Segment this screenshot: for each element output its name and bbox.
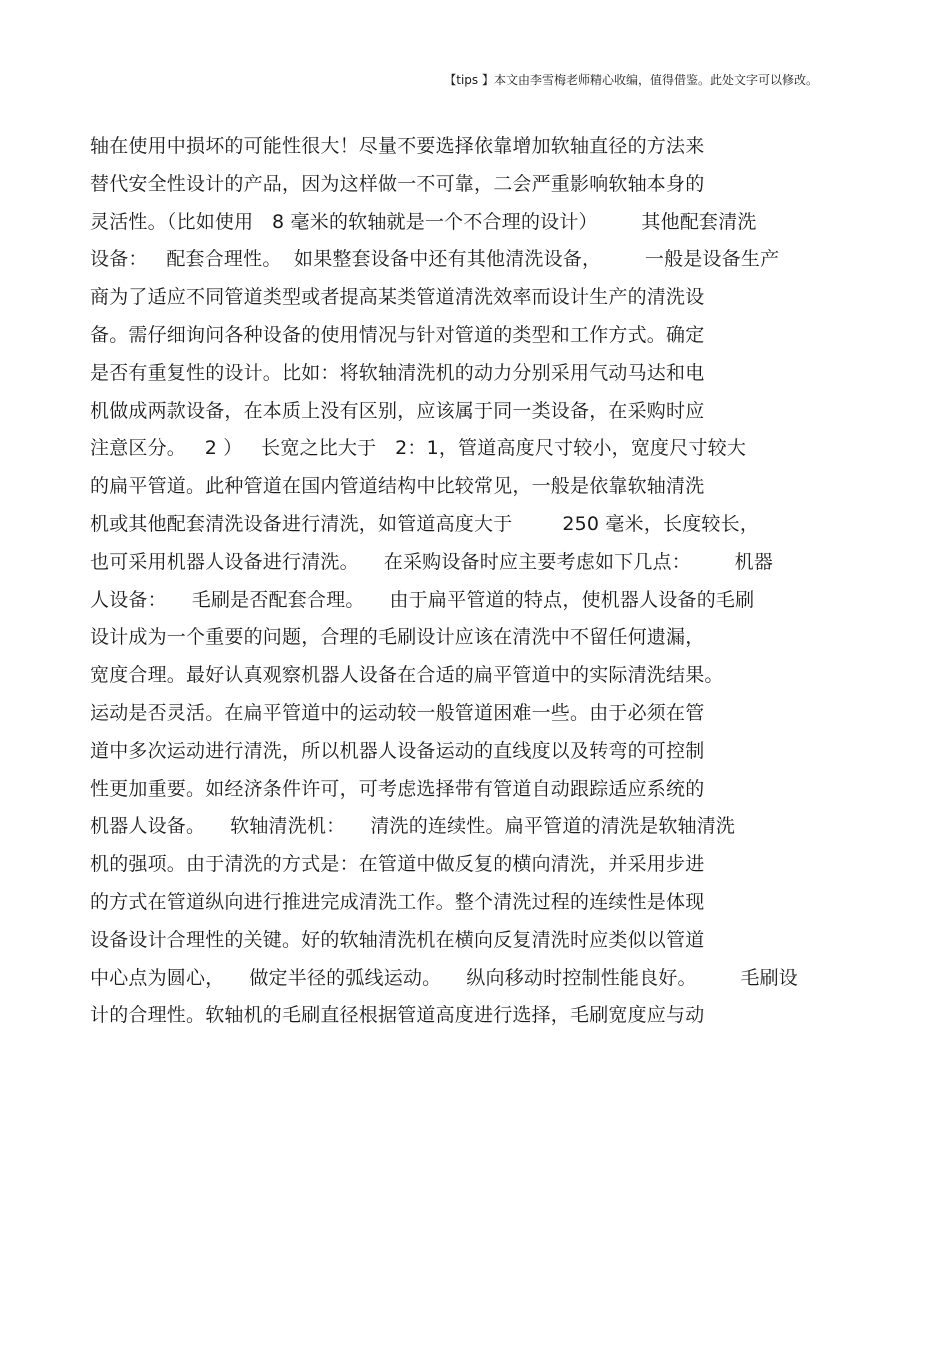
text-line: 人设备： 毛刷是否配套合理。 由于扁平管道的特点，使机器人设备的毛刷 — [90, 588, 755, 611]
text-line: 机的强项。由于清洗的方式是：在管道中做反复的横向清洗，并采用步进 — [90, 853, 705, 876]
text-line: 灵活性。（比如使用 8 毫米的软轴就是一个不合理的设计） 其他配套清洗 — [90, 210, 757, 233]
text-line: 的扁平管道。此种管道在国内管道结构中比较常见，一般是依靠软轴清洗 — [90, 475, 705, 498]
body-text — [90, 128, 870, 1035]
header-tip: 【tips 】本文由李雪梅老师精心收编，值得借鉴。此处文字可以修改。 — [444, 73, 818, 87]
text-line: 性更加重要。如经济条件许可，可考虑选择带有管道自动跟踪适应系统的 — [90, 777, 705, 800]
text-line: 注意区分。 2 ） 长宽之比大于 2：1，管道高度尺寸较小，宽度尺寸较大 — [90, 437, 747, 460]
text-line: 机做成两款设备，在本质上没有区别，应该属于同一类设备，在采购时应 — [90, 399, 705, 422]
text-line: 道中多次运动进行清洗，所以机器人设备运动的直线度以及转弯的可控制 — [90, 739, 705, 762]
text-line: 商为了适应不同管道类型或者提高某类管道清洗效率而设计生产的清洗设 — [90, 286, 705, 309]
text-line: 是否有重复性的设计。比如：将软轴清洗机的动力分别采用气动马达和电 — [90, 361, 705, 384]
text-line: 替代安全性设计的产品，因为这样做一不可靠，二会严重影响软轴本身的 — [90, 172, 705, 195]
text-line: 宽度合理。最好认真观察机器人设备在合适的扁平管道中的实际清洗结果。 — [90, 664, 724, 687]
text-line: 设计成为一个重要的问题，合理的毛刷设计应该在清洗中不留任何遗漏， — [90, 626, 705, 649]
text-line: 设备： 配套合理性。 如果整套设备中还有其他清洗设备， 一般是设备生产 — [90, 248, 780, 271]
text-line: 备。需仔细询问各种设备的使用情况与针对管道的类型和工作方式。确定 — [90, 323, 705, 346]
text-line: 中心点为圆心， 做定半径的弧线运动。 纵向移动时控制性能良好。 毛刷设 — [90, 966, 798, 989]
text-line: 机或其他配套清洗设备进行清洗，如管道高度大于 250 毫米，长度较长， — [90, 512, 760, 535]
text-line: 机器人设备。 软轴清洗机： 清洗的连续性。扁平管道的清洗是软轴清洗 — [90, 815, 736, 838]
text-line: 的方式在管道纵向进行推进完成清洗工作。整个清洗过程的连续性是体现 — [90, 890, 705, 913]
text-line: 运动是否灵活。在扁平管道中的运动较一般管道困难一些。由于必须在管 — [90, 701, 705, 724]
text-line: 设备设计合理性的关键。好的软轴清洗机在横向反复清洗时应类似以管道 — [90, 928, 705, 951]
text-line: 计的合理性。软轴机的毛刷直径根据管道高度进行选择，毛刷宽度应与动 — [90, 1004, 705, 1027]
text-line: 也可采用机器人设备进行清洗。 在采购设备时应主要考虑如下几点： 机器 — [90, 550, 774, 573]
text-line: 轴在使用中损坏的可能性很大！尽量不要选择依靠增加软轴直径的方法来 — [90, 135, 705, 157]
